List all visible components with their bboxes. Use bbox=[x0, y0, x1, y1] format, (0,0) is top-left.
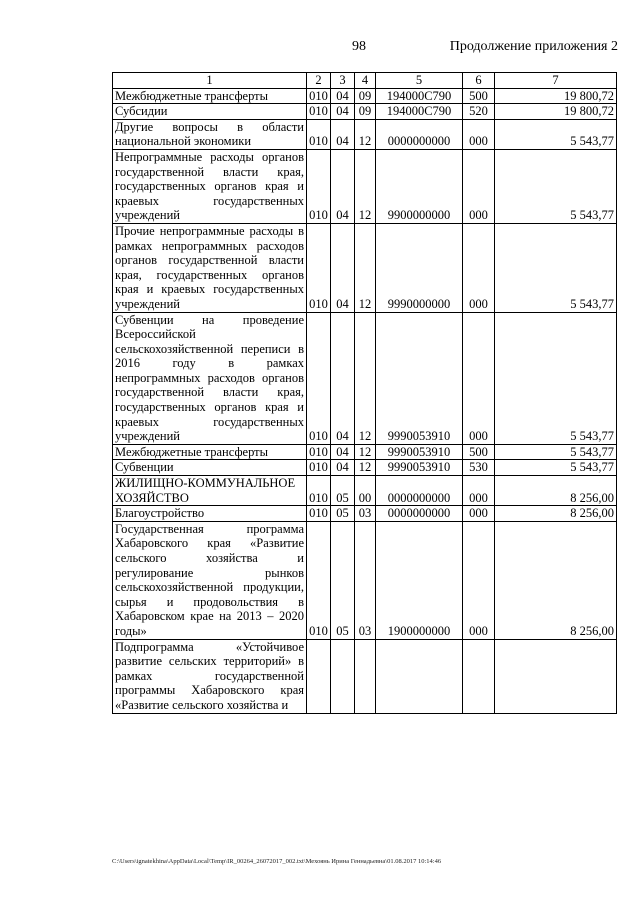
row-target-article: 9900000000 bbox=[376, 149, 463, 223]
row-amount: 5 543,77 bbox=[495, 460, 617, 476]
row-amount: 19 800,72 bbox=[495, 88, 617, 104]
file-path-footer: C:\Users\ignatekhina\AppData\Local\Temp\IR_00264_26072017_002.txt\Мехоянь Ирина Геннадьевна\01.08.2017 10:14:46 bbox=[112, 858, 442, 865]
row-expense-type: 500 bbox=[463, 88, 495, 104]
row-subsection: 12 bbox=[355, 444, 376, 460]
row-target-article: 9990053910 bbox=[376, 460, 463, 476]
table-row bbox=[113, 639, 617, 713]
row-expense-type: 000 bbox=[463, 506, 495, 522]
row-subsection: 09 bbox=[355, 88, 376, 104]
row-admin-code: 010 bbox=[307, 119, 331, 149]
row-name: Субвенции на проведение Всероссийской сельскохозяйственной переписи в 2016 году в рамках непрограммных расходов органов государственной власти края, государственных органов края и краевых государственных учреждений bbox=[113, 312, 307, 444]
row-expense-type: 000 bbox=[463, 149, 495, 223]
col-number-2: 2 bbox=[307, 73, 331, 89]
row-target-article: 9990053910 bbox=[376, 444, 463, 460]
table-row bbox=[113, 444, 617, 460]
table-row bbox=[113, 223, 617, 312]
row-admin-code: 010 bbox=[307, 506, 331, 522]
row-target-article: 194000С790 bbox=[376, 88, 463, 104]
row-target-article: 0000000000 bbox=[376, 119, 463, 149]
row-target-article: 0000000000 bbox=[376, 476, 463, 506]
row-name: Благоустройство bbox=[113, 506, 307, 522]
row-target-article: 9990053910 bbox=[376, 312, 463, 444]
continuation-label: Продолжение приложения 2 bbox=[449, 39, 618, 54]
row-admin-code bbox=[307, 639, 331, 713]
table-row bbox=[113, 476, 617, 506]
page-number: 98 bbox=[352, 39, 366, 54]
row-expense-type: 500 bbox=[463, 444, 495, 460]
row-admin-code: 010 bbox=[307, 104, 331, 120]
row-name: Подпрограмма «Устойчивое развитие сельских территорий» в рамках государственной программы Хабаровского края «Развитие сельского хозяйства и bbox=[113, 639, 307, 713]
table-row bbox=[113, 104, 617, 120]
col-number-7: 7 bbox=[495, 73, 617, 89]
row-expense-type: 000 bbox=[463, 521, 495, 639]
row-section: 05 bbox=[331, 476, 355, 506]
col-number-3: 3 bbox=[331, 73, 355, 89]
column-number-row bbox=[113, 73, 617, 89]
table-row bbox=[113, 119, 617, 149]
row-section: 04 bbox=[331, 149, 355, 223]
table-row bbox=[113, 460, 617, 476]
table-row bbox=[113, 312, 617, 444]
col-number-4: 4 bbox=[355, 73, 376, 89]
row-amount: 5 543,77 bbox=[495, 444, 617, 460]
row-target-article: 9990000000 bbox=[376, 223, 463, 312]
row-expense-type: 000 bbox=[463, 476, 495, 506]
row-subsection: 03 bbox=[355, 506, 376, 522]
row-amount: 5 543,77 bbox=[495, 119, 617, 149]
row-admin-code: 010 bbox=[307, 476, 331, 506]
row-expense-type: 000 bbox=[463, 312, 495, 444]
row-section: 04 bbox=[331, 104, 355, 120]
col-number-5: 5 bbox=[376, 73, 463, 89]
budget-table bbox=[112, 72, 617, 714]
row-name: Субсидии bbox=[113, 104, 307, 120]
row-subsection: 12 bbox=[355, 223, 376, 312]
table-row bbox=[113, 149, 617, 223]
row-name: Прочие непрограммные расходы в рамках непрограммных расходов органов государственной власти края, государственных органов края и краевых государственных учреждений bbox=[113, 223, 307, 312]
table-row bbox=[113, 506, 617, 522]
row-expense-type bbox=[463, 639, 495, 713]
row-amount: 8 256,00 bbox=[495, 521, 617, 639]
row-target-article: 194000С790 bbox=[376, 104, 463, 120]
row-admin-code: 010 bbox=[307, 223, 331, 312]
row-amount: 8 256,00 bbox=[495, 476, 617, 506]
row-subsection: 03 bbox=[355, 521, 376, 639]
row-name: Субвенции bbox=[113, 460, 307, 476]
row-subsection: 09 bbox=[355, 104, 376, 120]
row-amount: 5 543,77 bbox=[495, 223, 617, 312]
row-amount: 19 800,72 bbox=[495, 104, 617, 120]
row-name: ЖИЛИЩНО-КОММУНАЛЬНОЕ ХОЗЯЙСТВО bbox=[113, 476, 307, 506]
row-section: 04 bbox=[331, 312, 355, 444]
row-admin-code: 010 bbox=[307, 88, 331, 104]
row-admin-code: 010 bbox=[307, 312, 331, 444]
row-section: 04 bbox=[331, 223, 355, 312]
row-subsection bbox=[355, 639, 376, 713]
row-amount: 5 543,77 bbox=[495, 312, 617, 444]
row-admin-code: 010 bbox=[307, 521, 331, 639]
row-expense-type: 530 bbox=[463, 460, 495, 476]
row-amount: 8 256,00 bbox=[495, 506, 617, 522]
row-section: 04 bbox=[331, 88, 355, 104]
row-subsection: 00 bbox=[355, 476, 376, 506]
row-admin-code: 010 bbox=[307, 444, 331, 460]
row-expense-type: 520 bbox=[463, 104, 495, 120]
table-row bbox=[113, 521, 617, 639]
row-amount bbox=[495, 639, 617, 713]
col-number-6: 6 bbox=[463, 73, 495, 89]
row-section: 04 bbox=[331, 460, 355, 476]
row-expense-type: 000 bbox=[463, 119, 495, 149]
table-row bbox=[113, 88, 617, 104]
row-section: 04 bbox=[331, 119, 355, 149]
row-subsection: 12 bbox=[355, 312, 376, 444]
col-number-1: 1 bbox=[113, 73, 307, 89]
row-name: Межбюджетные трансферты bbox=[113, 88, 307, 104]
row-target-article: 1900000000 bbox=[376, 521, 463, 639]
row-admin-code: 010 bbox=[307, 149, 331, 223]
row-target-article: 0000000000 bbox=[376, 506, 463, 522]
row-name: Межбюджетные трансферты bbox=[113, 444, 307, 460]
row-name: Непрограммные расходы органов государственной власти края, государственных органов края и краевых государственных учреждений bbox=[113, 149, 307, 223]
row-section bbox=[331, 639, 355, 713]
row-name: Государственная программа Хабаровского края «Развитие сельского хозяйства и регулирование рынков сельскохозяйственной продукции, сырья и продовольствия в Хабаровском крае на 2013 – 2020 годы» bbox=[113, 521, 307, 639]
row-section: 05 bbox=[331, 506, 355, 522]
row-admin-code: 010 bbox=[307, 460, 331, 476]
row-expense-type: 000 bbox=[463, 223, 495, 312]
row-section: 05 bbox=[331, 521, 355, 639]
row-subsection: 12 bbox=[355, 460, 376, 476]
row-subsection: 12 bbox=[355, 149, 376, 223]
row-section: 04 bbox=[331, 444, 355, 460]
row-amount: 5 543,77 bbox=[495, 149, 617, 223]
row-subsection: 12 bbox=[355, 119, 376, 149]
row-target-article bbox=[376, 639, 463, 713]
row-name: Другие вопросы в области национальной экономики bbox=[113, 119, 307, 149]
